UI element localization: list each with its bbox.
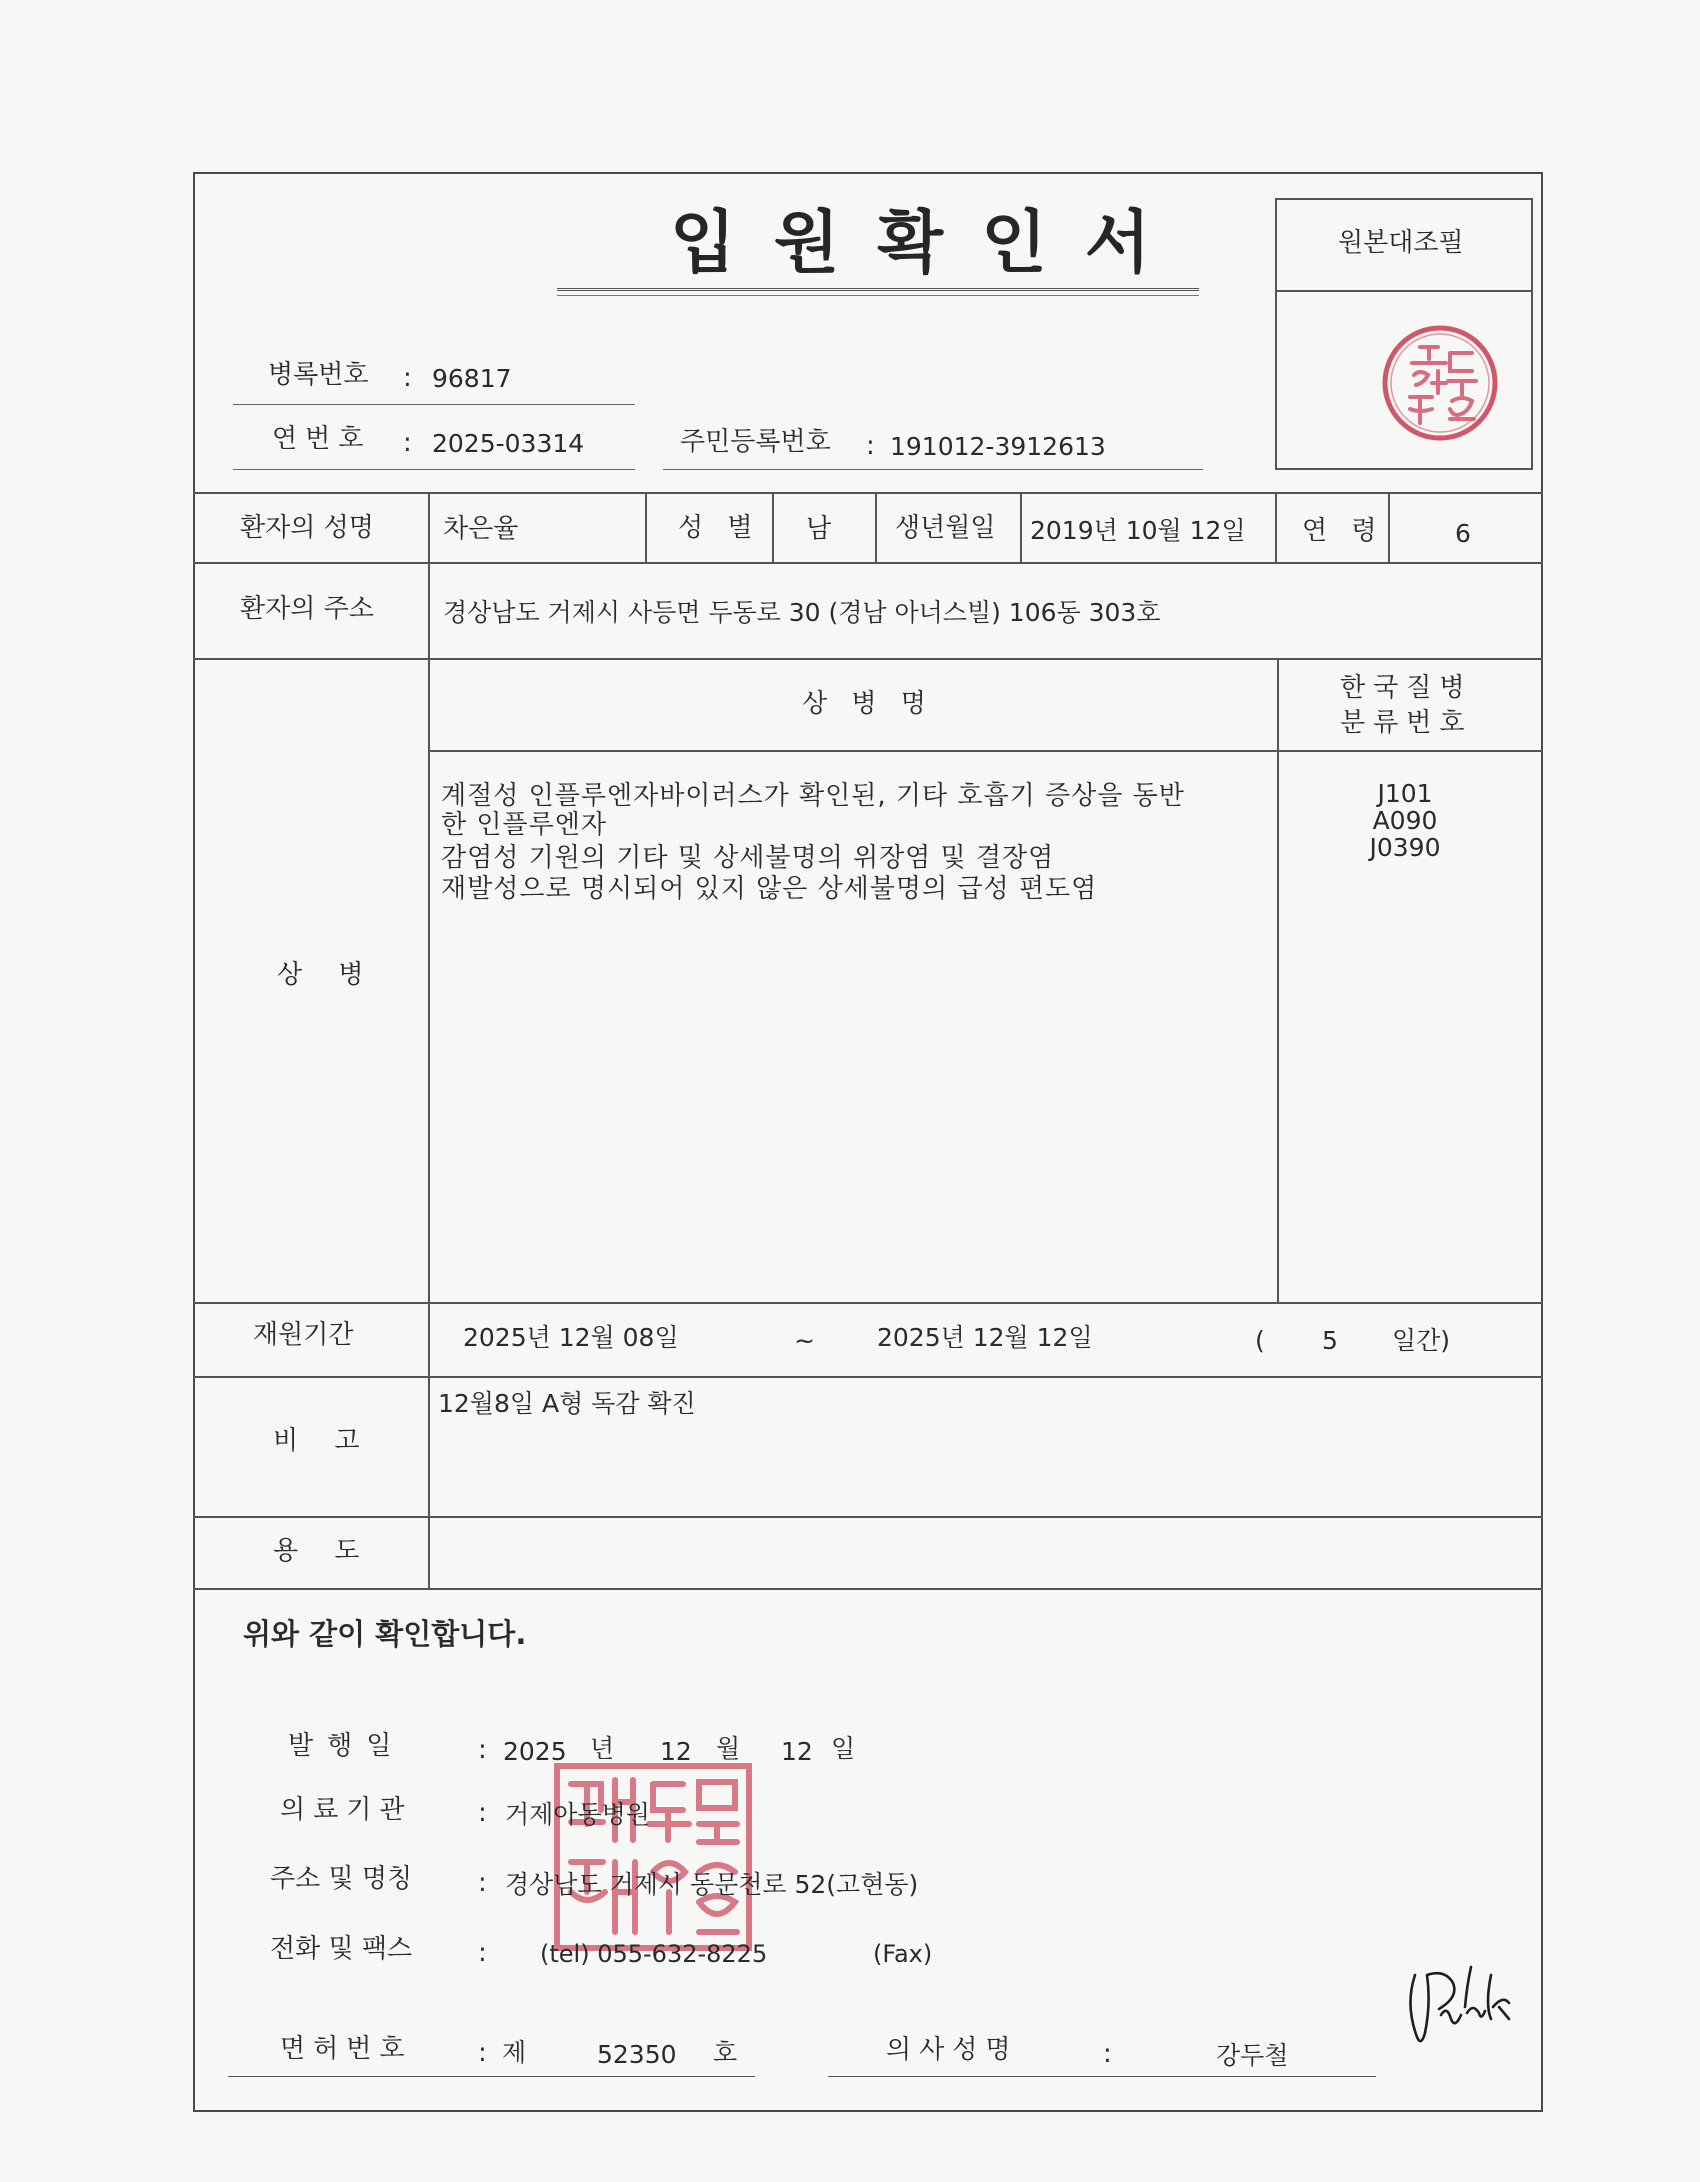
phone-colon: : (478, 1938, 487, 1968)
issue-date-month: 12 (660, 1737, 692, 1766)
col-line-sex-l (645, 492, 647, 562)
diagnosis-list (441, 780, 1185, 906)
row-line-1 (193, 492, 1543, 494)
serial-no-colon: : (403, 428, 412, 458)
address-value: 경상남도 거제시 사등면 두동로 30 (경남 아너스빌) 106동 303호 (443, 598, 1161, 627)
issue-date-month-unit: 월 (716, 1734, 741, 1763)
issue-date-colon: : (478, 1735, 487, 1765)
diagnosis-line: 한 인플루엔자 (441, 810, 607, 840)
doctor-name: 강두철 (1216, 2041, 1289, 2070)
record-no-underline (233, 404, 635, 405)
license-suffix: 호 (713, 2038, 738, 2067)
record-no-value: 96817 (432, 364, 512, 393)
record-no-colon: : (403, 363, 412, 393)
resident-no-value: 191012-3912613 (890, 432, 1106, 461)
col-line-sex-r (772, 492, 774, 562)
sex-value: 남 (806, 514, 832, 544)
issue-address-value: 경상남도 거제시 동문천로 52(고현동) (505, 1870, 919, 1899)
hospital-seal (553, 1762, 753, 1952)
kcd-code: J101 (1377, 779, 1433, 808)
code-header-line1: 한국질병 (1340, 673, 1473, 703)
issue-address-label: 주소 및 명칭 (270, 1864, 413, 1894)
tel-value: (tel) 055-632-8225 (540, 1940, 768, 1968)
issue-date-day-unit: 일 (831, 1734, 856, 1763)
license-prefix: 제 (502, 2038, 527, 2067)
original-certified-divider (1275, 290, 1533, 292)
diagnosis-section-label: 상 병 (277, 960, 378, 990)
phone-label: 전화 및 팩스 (270, 1934, 413, 1964)
serial-no-underline (233, 469, 635, 470)
issue-date-year-unit: 년 (590, 1734, 615, 1763)
code-header-line2: 분류번호 (1340, 708, 1473, 738)
record-no-label: 병록번호 (268, 360, 369, 390)
doctor-label: 의사성명 (886, 2035, 1019, 2065)
issue-date-day: 12 (781, 1737, 813, 1766)
license-underline (228, 2076, 755, 2077)
stay-label: 재원기간 (253, 1320, 354, 1350)
license-no: 52350 (597, 2040, 677, 2069)
remarks-label: 비 고 (273, 1426, 374, 1456)
stay-days-unit: 일간) (1392, 1326, 1451, 1355)
confirm-text: 위와 같이 확인합니다. (243, 1617, 527, 1651)
dob-label: 생년월일 (895, 513, 996, 543)
diagnosis-line: 감염성 기원의 기타 및 상세불명의 위장염 및 결장염 (441, 843, 1055, 873)
col-line-dob-r (1020, 492, 1022, 562)
institution-label: 의료기관 (280, 1795, 413, 1825)
kcd-code: A090 (1372, 806, 1438, 835)
doctor-underline (828, 2076, 1376, 2077)
row-line-6 (193, 1516, 1543, 1518)
issue-date-year: 2025 (503, 1737, 567, 1766)
col-line-code (1277, 658, 1279, 1302)
document-title: 입원확인서 (670, 204, 1189, 283)
license-colon: : (478, 2038, 487, 2068)
address-label: 환자의 주소 (240, 594, 374, 624)
diagnosis-line: 계절성 인플루엔자바이러스가 확인된, 기타 호흡기 증상을 동반 (441, 781, 1185, 811)
diagnosis-codes (1345, 780, 1465, 861)
row-line-dx-header (428, 750, 1543, 752)
remarks-text: 12월8일 A형 독감 확진 (438, 1389, 696, 1418)
serial-no-value: 2025-03314 (432, 429, 585, 458)
diagnosis-line: 재발성으로 명시되어 있지 않은 상세불명의 급성 편도염 (441, 874, 1098, 904)
stay-tilde: ~ (794, 1326, 815, 1355)
fax-value: (Fax) (873, 1940, 933, 1968)
kcd-code: J0390 (1369, 833, 1441, 862)
col-line-age-l (1275, 492, 1277, 562)
round-seal (1380, 323, 1500, 443)
usage-label: 용 도 (273, 1536, 374, 1566)
label-col-line (428, 492, 430, 1588)
row-line-4 (193, 1302, 1543, 1304)
col-line-dob-l (875, 492, 877, 562)
title-underline (557, 288, 1199, 291)
resident-no-colon: : (866, 431, 875, 461)
patient-name-label: 환자의 성명 (240, 513, 374, 543)
resident-no-label: 주민등록번호 (680, 427, 831, 457)
age-value: 6 (1455, 519, 1471, 548)
original-certified-label: 원본대조필 (1338, 228, 1464, 258)
stay-end: 2025년 12월 12일 (877, 1323, 1093, 1352)
title-underline-2 (557, 295, 1199, 296)
stay-paren-open: ( (1255, 1326, 1265, 1355)
col-line-age-r (1388, 492, 1390, 562)
issue-date-label: 발행일 (288, 1731, 406, 1761)
serial-no-label: 연번호 (272, 424, 372, 454)
diagnosis-name-header: 상 병 명 (802, 689, 934, 719)
resident-no-underline (663, 469, 1203, 470)
row-line-7 (193, 1588, 1543, 1590)
stay-start: 2025년 12월 08일 (463, 1323, 679, 1352)
license-label: 면허번호 (280, 2034, 413, 2064)
row-line-3 (193, 658, 1543, 660)
dob-value: 2019년 10월 12일 (1030, 516, 1246, 545)
row-line-2 (193, 562, 1543, 564)
patient-name-value: 차은율 (443, 514, 519, 544)
doctor-signature (1395, 1955, 1525, 2055)
row-line-5 (193, 1376, 1543, 1378)
issue-address-colon: : (478, 1868, 487, 1898)
age-label: 연 령 (1302, 516, 1385, 546)
stay-days: 5 (1322, 1326, 1338, 1355)
sex-label: 성 별 (678, 513, 761, 543)
institution-colon: : (478, 1798, 487, 1828)
doctor-colon: : (1103, 2039, 1112, 2069)
institution-value: 거제아동병원 (505, 1800, 650, 1829)
